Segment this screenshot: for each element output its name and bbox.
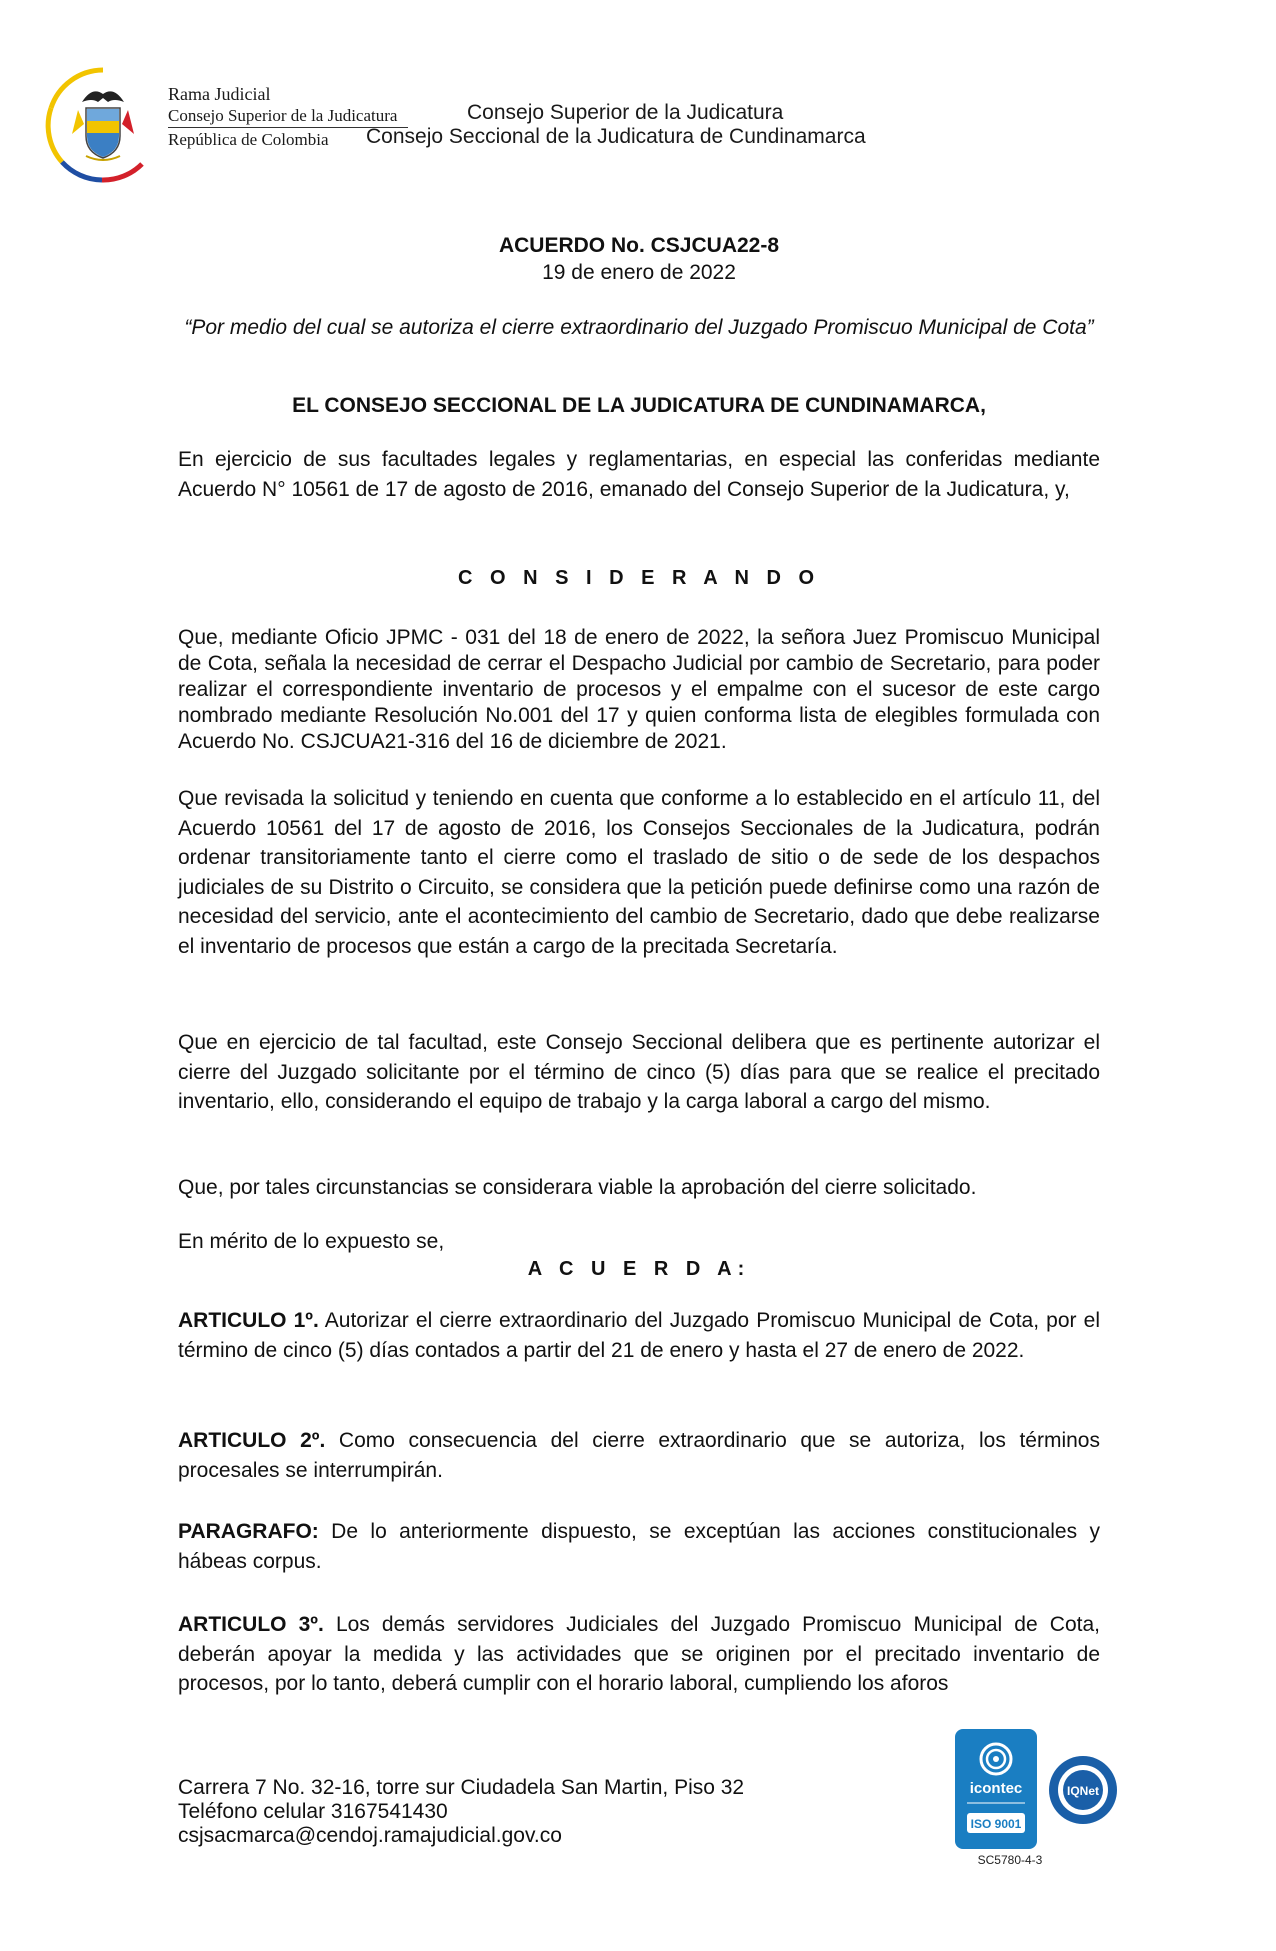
header-consejo-seccional: Consejo Seccional de la Judicatura de Cundinamarca [366,125,866,148]
article-3 [178,1610,1100,1700]
certificate-code: SC5780-4-3 [977,1853,1043,1867]
article-1-label: ARTICULO 1º. [178,1309,319,1332]
article-2-label: ARTICULO 2º. [178,1429,326,1452]
agreement-subject: “Por medio del cual se autoriza el cierre extraordinario del Juzgado Promiscuo Municipal de Cota” [184,316,1094,339]
agreement-date: 19 de enero de 2022 [542,261,736,284]
paragrafo-label: PARAGRAFO: [178,1520,319,1543]
considerando-paragraph-3: Que en ejercicio de tal facultad, este Consejo Seccional delibera que es pertinente autorizar el cierre del Juzgado solicitante por el término de cinco (5) días para que se realice el precitado inventario, ello, considerando el equipo de trabajo y la carga laboral a cargo del mismo. [178,1031,1100,1113]
article-1 [178,1306,1100,1365]
footer-email: csjsacmarca@cendoj.ramajudicial.gov.co [178,1824,562,1847]
logo-line-rama-judicial: Rama Judicial [168,84,271,104]
considerando-paragraph-4: Que, por tales circunstancias se considerara viable la aprobación del cierre solicitado. [178,1176,977,1199]
considerando-heading: C O N S I D E R A N D O [457,567,821,589]
article-2 [178,1426,1100,1485]
icontec-iso-9001-badge [955,1729,1037,1849]
footer-address: Carrera 7 No. 32-16, torre sur Ciudadela San Martin, Piso 32 [178,1776,745,1799]
logo-line-republica: República de Colombia [168,130,329,149]
intro-paragraph: En ejercicio de sus facultades legales y reglamentarias, en especial las conferidas mediante Acuerdo N° 10561 de 17 de agosto de 2016, emanado del Consejo Superior de la Judicatura, y, [178,448,1100,501]
article-1-text: Autorizar el cierre extraordinario del Juzgado Promiscuo Municipal de Cota, por el término de cinco (5) días contados a partir del 21 de enero y hasta el 27 de enero de 2022. [178,1309,1100,1362]
article-2-text: Como consecuencia del cierre extraordinario que se autoriza, los términos procesales se interrumpirán. [178,1429,1100,1482]
footer-phone: Teléfono celular 3167541430 [178,1800,448,1823]
icontec-brand-text: icontec [969,1780,1023,1797]
iso-9001-text: ISO 9001 [970,1817,1022,1831]
rama-judicial-seal-logo [42,64,164,186]
article-3-text: Los demás servidores Judiciales del Juzgado Promiscuo Municipal de Cota, deberán apoyar la medida y las actividades que se originen por el precitado inventario de procesos, por lo tanto, deberá cumplir con el horario laboral, cumpliendo los aforos [178,1613,1100,1695]
iqnet-text: IQNet [1066,1784,1100,1798]
footer-contact [178,1776,744,1848]
council-heading: EL CONSEJO SECCIONAL DE LA JUDICATURA DE CUNDINAMARCA, [292,394,986,417]
considerando-paragraph-1: Que, mediante Oficio JPMC - 031 del 18 de enero de 2022, la señora Juez Promiscuo Municipal de Cota, señala la necesidad de cerrar el Despacho Judicial por cambio de Secretario, para poder realizar el correspondiente inventario de procesos y el empalme con el sucesor de este cargo nombrado mediante Resolución No.001 del 17 y quien conforma lista de elegibles formulada con Acuerdo No. CSJCUA21-316 del 16 de diciembre de 2021. [178,626,1100,753]
iqnet-certification-badge [1047,1754,1119,1826]
paragrafo [178,1517,1100,1576]
logo-line-consejo-superior: Consejo Superior de la Judicatura [168,106,398,125]
merito-line: En mérito de lo expuesto se, [178,1230,445,1253]
header-consejo-superior: Consejo Superior de la Judicatura [467,101,784,124]
agreement-title: ACUERDO No. CSJCUA22-8 [498,234,780,257]
acuerda-heading: A C U E R D A: [527,1258,751,1280]
considerando-paragraph-2: Que revisada la solicitud y teniendo en cuenta que conforme a lo establecido en el artículo 11, del Acuerdo 10561 del 17 de agosto de 2016, los Consejos Seccionales de la Judicatura, podrán ordenar transitoriamente tanto el cierre como el traslado de sitio o de sede de los despachos judiciales de su Distrito o Circuito, se considera que la petición puede definirse como una razón de necesidad del servicio, ante el acontecimiento del cambio de Secretario, dado que debe realizarse el inventario de procesos que están a cargo de la precitada Secretaría. [178,787,1100,958]
paragrafo-text: De lo anteriormente dispuesto, se exceptúan las acciones constitucionales y hábeas corpus. [178,1520,1100,1573]
article-3-label: ARTICULO 3º. [178,1613,324,1636]
